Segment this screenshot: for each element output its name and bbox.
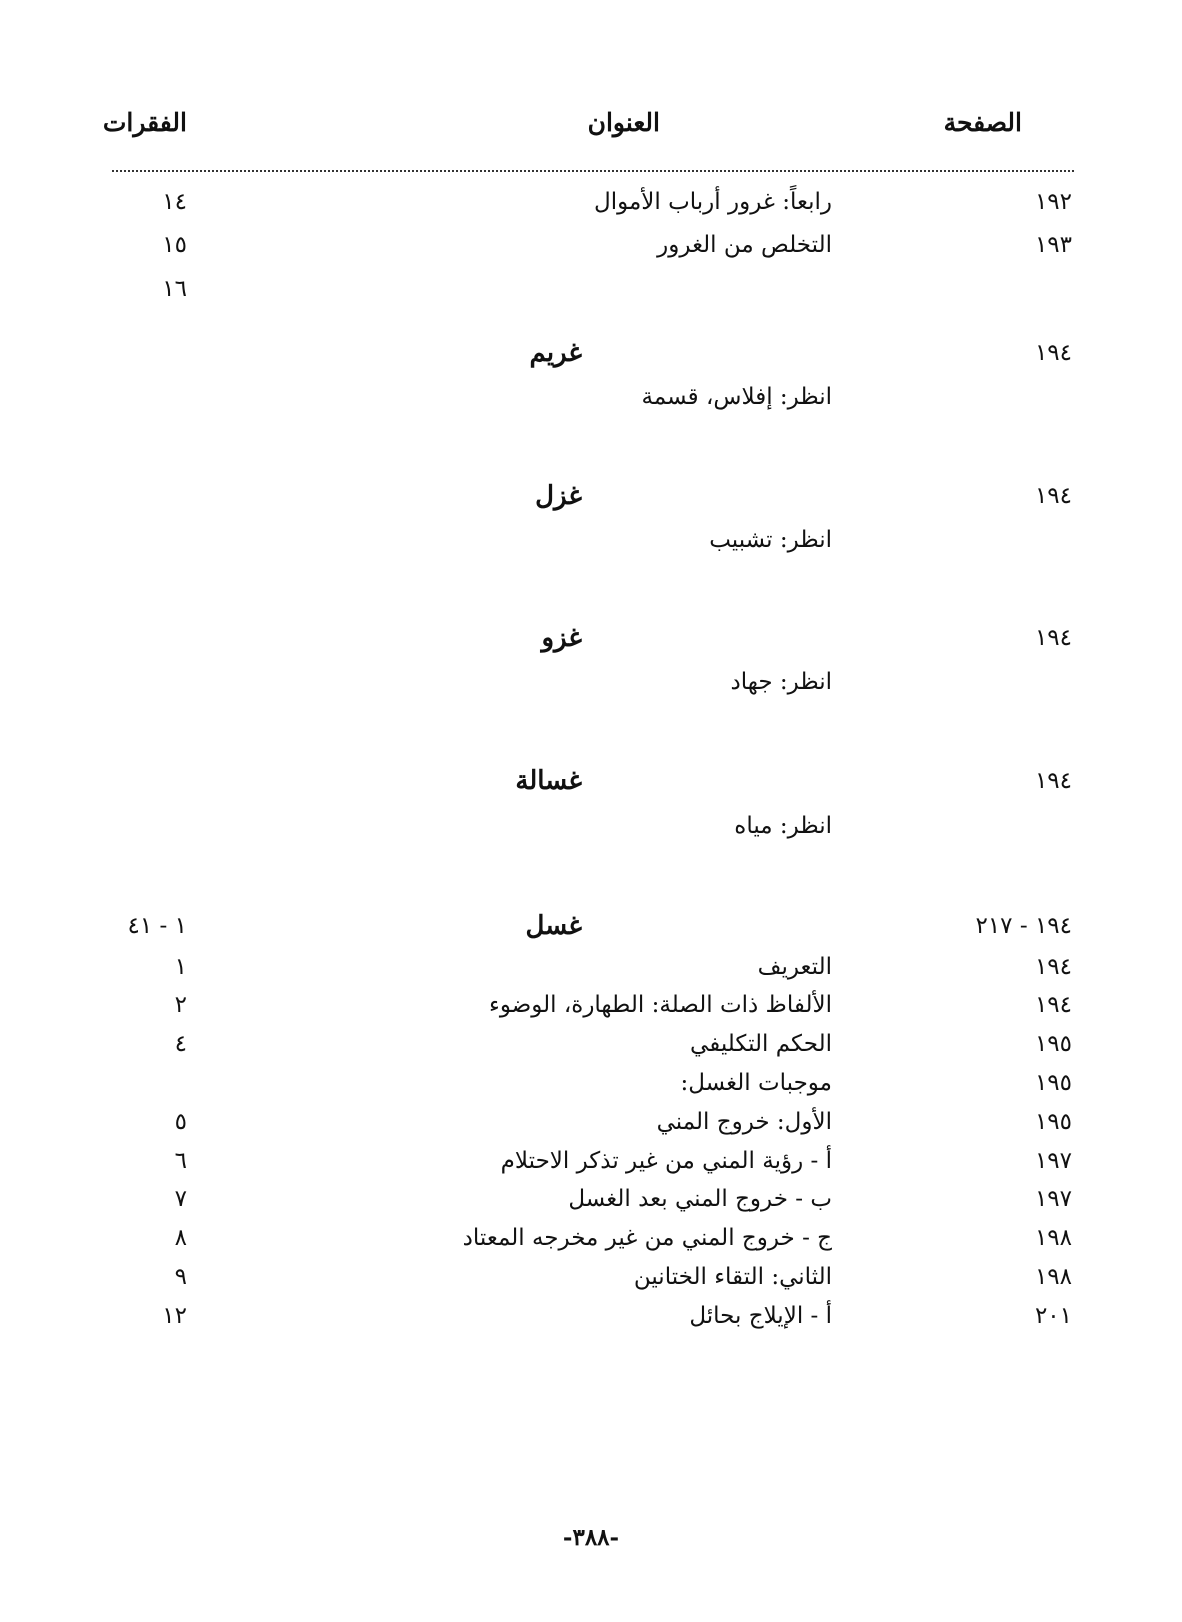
entry-heading: غريم bbox=[529, 338, 582, 368]
entry-title: التخلص من الغرور bbox=[657, 232, 832, 258]
entry-title: انظر: إفلاس، قسمة bbox=[641, 384, 832, 410]
entry-title: انظر: تشبيب bbox=[709, 527, 832, 553]
entry-page-number bbox=[882, 270, 1072, 308]
entry-page-number bbox=[882, 807, 1072, 845]
entry-paragraphs: ١ - ٤١ bbox=[127, 913, 187, 939]
entry-paragraphs: ٤ bbox=[174, 1031, 187, 1057]
entry-title: ب - خروج المني بعد الغسل bbox=[568, 1186, 832, 1212]
entry-page-number: ١٩٤ bbox=[1034, 625, 1072, 651]
entry-title: انظر: جهاد bbox=[730, 669, 832, 695]
entry-paragraphs: ٦ bbox=[174, 1148, 187, 1174]
entry-heading: غزو bbox=[541, 623, 582, 653]
entry-paragraphs: ٢ bbox=[174, 992, 187, 1018]
entry-paragraphs: ١٤ bbox=[162, 189, 187, 215]
entry-paragraphs bbox=[67, 521, 187, 559]
entry-heading: غزل bbox=[535, 481, 582, 511]
entry-paragraphs bbox=[67, 378, 187, 416]
entry-page-number: ١٩٤ bbox=[1034, 992, 1072, 1018]
entry-page-number: ١٩٧ bbox=[1034, 1148, 1072, 1174]
entry-heading: غسالة bbox=[515, 766, 582, 796]
entry-title: التعريف bbox=[757, 954, 832, 980]
entry-title: الأول: خروج المني bbox=[656, 1109, 832, 1135]
entry-paragraphs: ٥ bbox=[174, 1109, 187, 1135]
entry-page-number: ١٩٨ bbox=[1034, 1264, 1072, 1290]
entry-paragraphs: ١٢ bbox=[162, 1303, 187, 1329]
header-page-column: الصفحة bbox=[943, 108, 1022, 137]
header-paragraphs-column: الفقرات bbox=[102, 108, 187, 137]
entry-paragraphs: ١٥ bbox=[162, 232, 187, 258]
entry-title: الألفاظ ذات الصلة: الطهارة، الوضوء bbox=[489, 992, 832, 1018]
entry-paragraphs: ٨ bbox=[174, 1225, 187, 1251]
entry-paragraphs bbox=[67, 477, 187, 515]
entry-title: ج - خروج المني من غير مخرجه المعتاد bbox=[462, 1225, 832, 1251]
header-title-column: العنوان bbox=[587, 108, 660, 137]
entry-page-number: ١٩٤ bbox=[1034, 768, 1072, 794]
entry-page-number: ١٩٤ bbox=[1034, 483, 1072, 509]
entry-paragraphs bbox=[67, 334, 187, 372]
entry-paragraphs bbox=[67, 1064, 187, 1102]
entry-paragraphs: ١٦ bbox=[162, 276, 187, 302]
entry-title bbox=[272, 270, 832, 308]
entry-title: موجبات الغسل: bbox=[680, 1070, 832, 1096]
entry-page-number: ١٩٥ bbox=[1034, 1031, 1072, 1057]
entry-page-number: ١٩٢ bbox=[1034, 189, 1072, 215]
entry-page-number: ١٩٤ bbox=[1034, 954, 1072, 980]
entry-page-number: ١٩٧ bbox=[1034, 1186, 1072, 1212]
entry-page-number: ١٩٥ bbox=[1034, 1109, 1072, 1135]
entry-page-number bbox=[882, 521, 1072, 559]
entry-paragraphs bbox=[67, 807, 187, 845]
entry-title: انظر: مياه bbox=[734, 813, 832, 839]
entry-page-number bbox=[882, 663, 1072, 701]
entry-title: الثاني: التقاء الختانين bbox=[633, 1264, 832, 1290]
entry-paragraphs bbox=[67, 762, 187, 800]
entry-page-number: ١٩٣ bbox=[1034, 232, 1072, 258]
page-number: -٣٨٨- bbox=[562, 1524, 620, 1551]
entry-page-number: ١٩٨ bbox=[1034, 1225, 1072, 1251]
dotted-divider bbox=[112, 170, 1074, 172]
entry-page-number: ١٩٤ bbox=[1034, 340, 1072, 366]
entry-paragraphs bbox=[67, 663, 187, 701]
entry-paragraphs bbox=[67, 619, 187, 657]
entry-paragraphs: ١ bbox=[174, 954, 187, 980]
entry-title: أ - رؤية المني من غير تذكر الاحتلام bbox=[500, 1148, 832, 1174]
entry-page-number: ١٩٥ bbox=[1034, 1070, 1072, 1096]
entry-title: رابعاً: غرور أرباب الأموال bbox=[594, 189, 832, 215]
entry-paragraphs: ٧ bbox=[174, 1186, 187, 1212]
entry-title: الحكم التكليفي bbox=[690, 1031, 832, 1057]
entry-page-number bbox=[882, 378, 1072, 416]
entry-heading: غسل bbox=[525, 911, 582, 941]
entry-page-number: ٢٠١ bbox=[1034, 1303, 1072, 1329]
entry-paragraphs: ٩ bbox=[174, 1264, 187, 1290]
entry-page-number: ١٩٤ - ٢١٧ bbox=[975, 913, 1072, 939]
entry-title: أ - الإيلاج بحائل bbox=[689, 1303, 832, 1329]
